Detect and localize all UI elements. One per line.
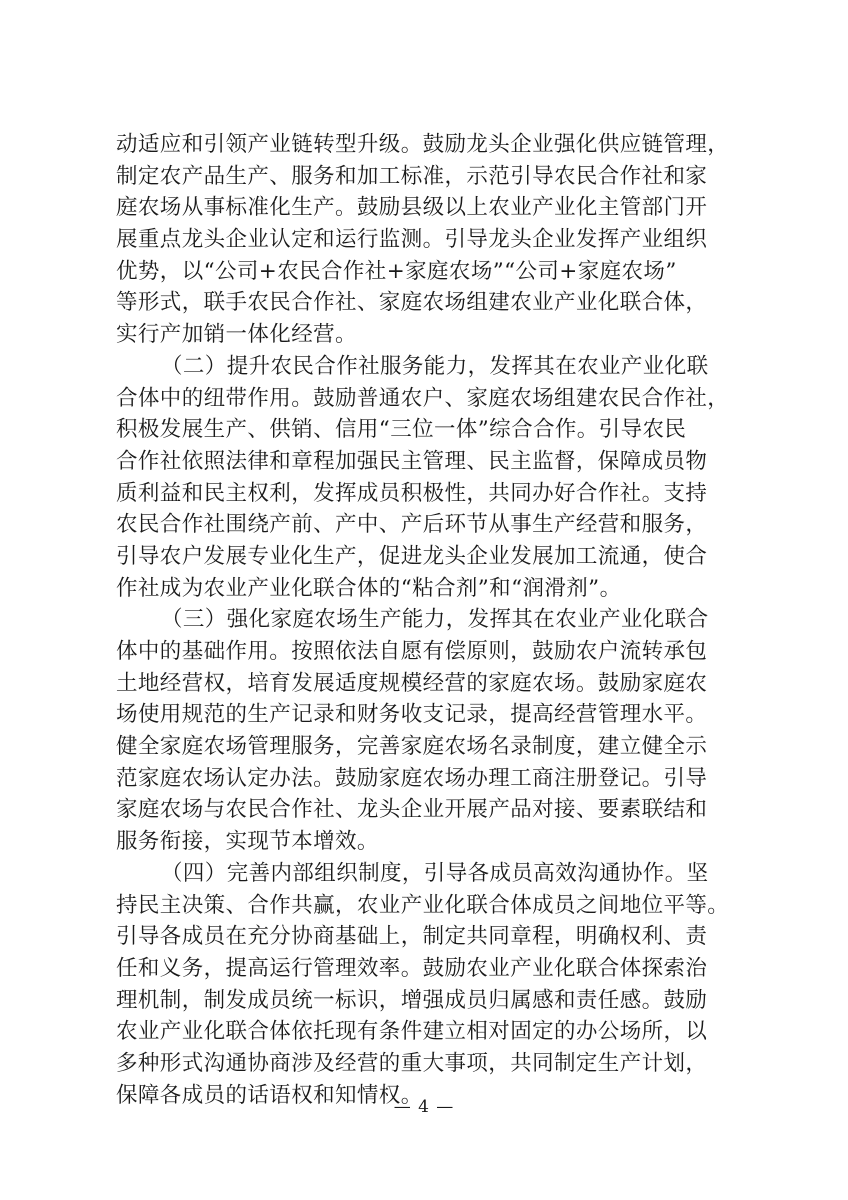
text-line: 质利益和民主权利，发挥成员积极性，共同办好合作社。支持: [116, 480, 708, 506]
text-line: 体中的基础作用。按照依法自愿有偿原则，鼓励农户流转承包: [116, 639, 708, 664]
section-heading-line-4: （四）完善内部组织制度，引导各成员高效沟通协作。坚: [161, 860, 709, 886]
text-line: 场使用规范的生产记录和财务收支记录，提高经营管理水平。: [116, 702, 708, 728]
text-line: 展重点龙头企业认定和运行监测。引导龙头企业发挥产业组织: [116, 227, 708, 253]
text-line: 积极发展生产、供销、信用“三位一体”综合合作。引导农民: [116, 417, 687, 443]
text-line: 保障各成员的话语权和知情权。: [116, 1082, 423, 1108]
section-heading-line-3: （三）强化家庭农场生产能力，发挥其在农业产业化联合: [161, 607, 709, 633]
text-line: 农业产业化联合体依托现有条件建立相对固定的办公场所，以: [116, 1019, 708, 1045]
text-line: 服务衔接，实现节本增效。: [116, 829, 379, 855]
text-line: 等形式，联手农民合作社、家庭农场组建农业产业化联合体，: [116, 290, 708, 316]
text-line: 合作社依照法律和章程加强民主管理、民主监督，保障成员物: [116, 448, 708, 474]
text-line: 合体中的纽带作用。鼓励普通农户、家庭农场组建农民合作社，: [116, 385, 730, 411]
text-line: 理机制，制发成员统一标识，增强成员归属感和责任感。鼓励: [116, 987, 708, 1013]
text-line: 实行产加销一体化经营。: [116, 322, 357, 348]
text-line: 任和义务，提高运行管理效率。鼓励农业产业化联合体探索治: [116, 955, 708, 981]
text-line: 范家庭农场认定办法。鼓励家庭农场办理工商注册登记。引导: [116, 765, 708, 791]
body-text: [116, 129, 746, 1111]
text-line: 家庭农场与农民合作社、龙头企业开展产品对接、要素联结和: [116, 797, 708, 823]
text-line: 引导各成员在充分协商基础上，制定共同章程，明确权利、责: [116, 924, 708, 950]
text-line: 多种形式沟通协商涉及经营的重大事项，共同制定生产计划，: [116, 1050, 708, 1076]
text-line: 优势，以“公司+农民合作社+家庭农场”“公司+家庭农场”: [116, 258, 677, 284]
text-line: 庭农场从事标准化生产。鼓励县级以上农业产业化主管部门开: [116, 195, 708, 221]
page-number: — 4 —: [393, 1097, 455, 1117]
text-line: 动适应和引领产业链转型升级。鼓励龙头企业强化供应链管理，: [116, 132, 730, 157]
text-line: 制定农产品生产、服务和加工标准，示范引导农民合作社和家: [116, 163, 708, 189]
text-line: 土地经营权，培育发展适度规模经营的家庭农场。鼓励家庭农: [116, 670, 708, 696]
text-line: 持民主决策、合作共赢，农业产业化联合体成员之间地位平等。: [116, 892, 730, 918]
text-line: 健全家庭农场管理服务，完善家庭农场名录制度，建立健全示: [116, 734, 708, 760]
text-line: 作社成为农业产业化联合体的“粘合剂”和“润滑剂”。: [116, 575, 622, 601]
text-line: 农民合作社围绕产前、产中、产后环节从事生产经营和服务，: [116, 512, 708, 538]
text-line: 引导农户发展专业化生产，促进龙头企业发展加工流通，使合: [116, 543, 708, 569]
section-heading-line-2: （二）提升农民合作社服务能力，发挥其在农业产业化联: [161, 353, 709, 379]
